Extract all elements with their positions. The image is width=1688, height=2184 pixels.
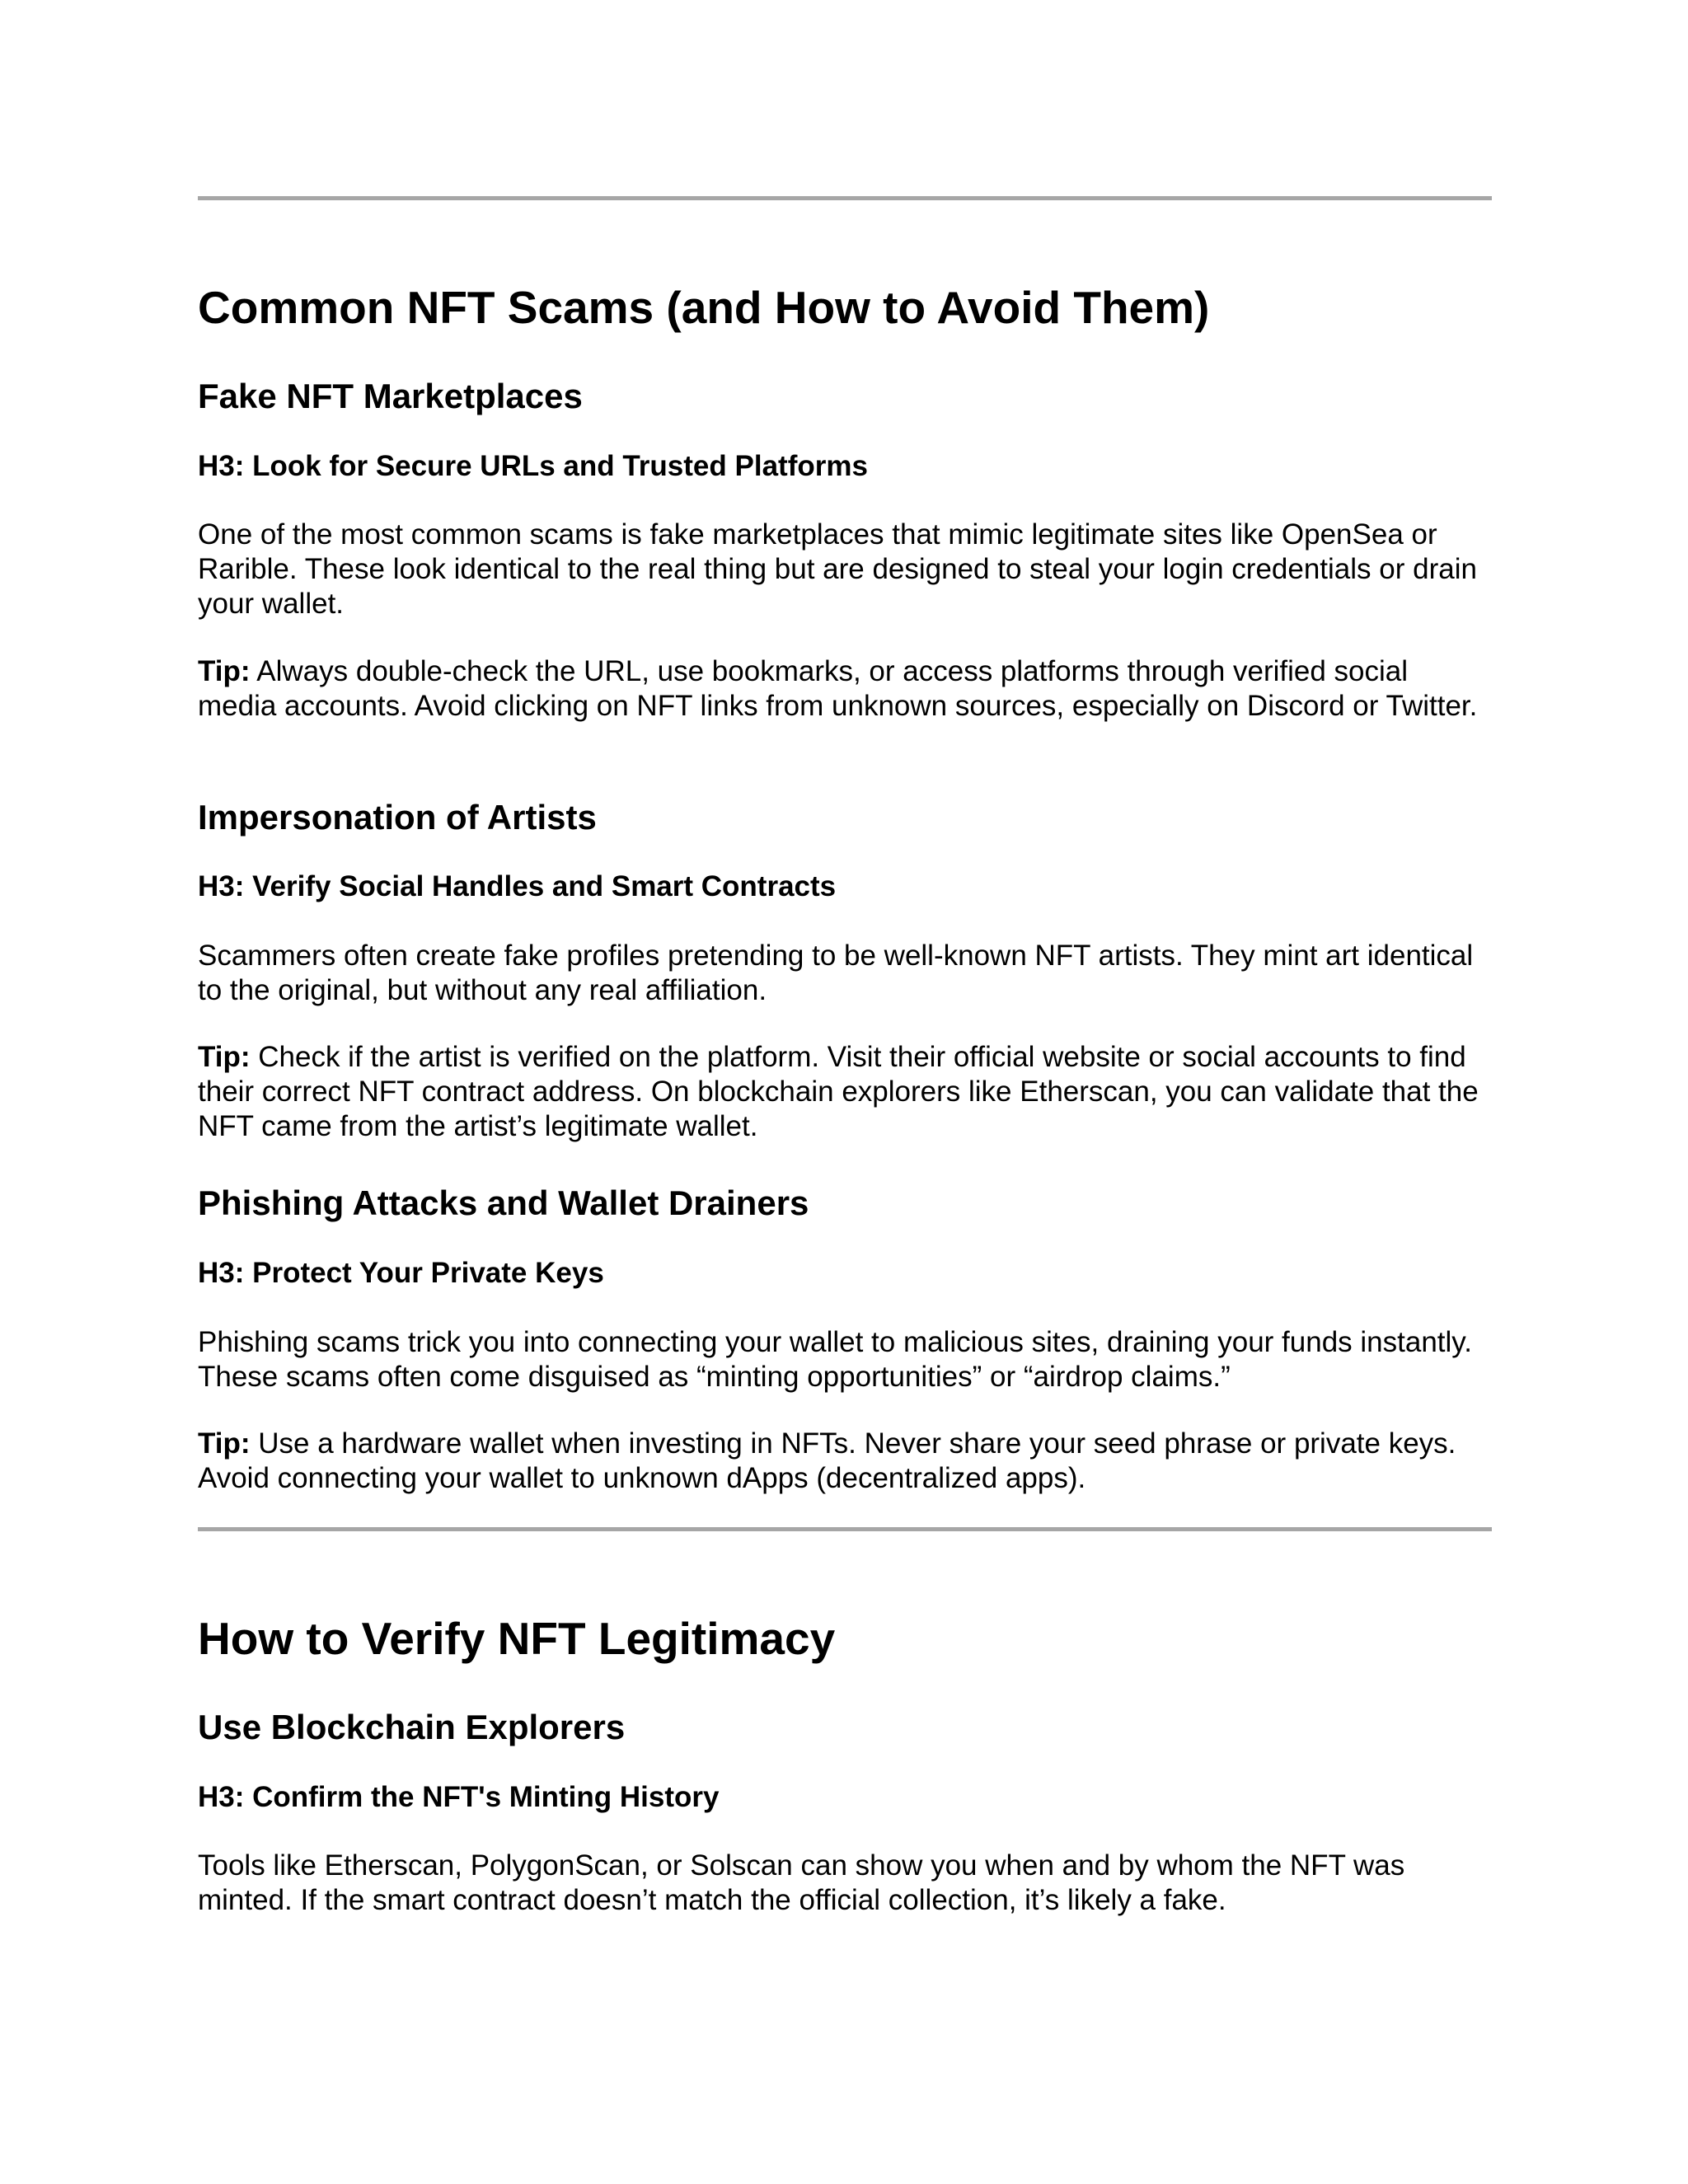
tip-text: Use a hardware wallet when investing in NFTs. Never share your seed phrase or private keys. Avoid connecting your wallet to unknown dApps (decentralized apps). bbox=[198, 1427, 1456, 1494]
subsection-subheading: H3: Confirm the NFT's Minting History bbox=[198, 1781, 720, 1813]
tip-paragraph bbox=[198, 1427, 1492, 1496]
tip-label: Tip: bbox=[198, 1041, 251, 1073]
subsection-heading: Phishing Attacks and Wallet Drainers bbox=[198, 1183, 809, 1222]
subsection-subheading: H3: Verify Social Handles and Smart Contracts bbox=[198, 870, 837, 902]
tip-paragraph bbox=[198, 1040, 1492, 1144]
tip-label: Tip: bbox=[198, 655, 251, 687]
section-title: Common NFT Scams (and How to Avoid Them) bbox=[198, 282, 1210, 333]
section-title: How to Verify NFT Legitimacy bbox=[198, 1613, 836, 1664]
subsection-subheading: H3: Protect Your Private Keys bbox=[198, 1257, 604, 1289]
tip-label: Tip: bbox=[198, 1427, 251, 1460]
subsection-subheading: H3: Look for Secure URLs and Trusted Platforms bbox=[198, 450, 868, 482]
subsection-heading: Use Blockchain Explorers bbox=[198, 1708, 626, 1746]
tip-paragraph bbox=[198, 654, 1492, 724]
tip-text: Always double-check the URL, use bookmarks, or access platforms through verified social media accounts. Avoid clicking on NFT links from unknown sources, especially on Discord or Twitter. bbox=[198, 655, 1478, 722]
body-paragraph: One of the most common scams is fake marketplaces that mimic legitimate sites like OpenSea or Rarible. These look identical to the real thing but are designed to steal your login credentials or drain your wallet. bbox=[198, 518, 1477, 620]
subsection-heading: Impersonation of Artists bbox=[198, 798, 597, 837]
body-paragraph: Tools like Etherscan, PolygonScan, or Solscan can show you when and by whom the NFT was minted. If the smart contract doesn’t match the official collection, it’s likely a fake. bbox=[198, 1849, 1405, 1916]
horizontal-rule bbox=[198, 1527, 1492, 1531]
body-paragraph: Phishing scams trick you into connecting your wallet to malicious sites, draining your funds instantly. These scams often come disguised as “minting opportunities” or “airdrop claims.” bbox=[198, 1326, 1472, 1393]
tip-text: Check if the artist is verified on the platform. Visit their official website or social accounts to find their correct NFT contract address. On blockchain explorers like Etherscan, you can validate that the NFT came from the artist’s legitimate wallet. bbox=[198, 1041, 1479, 1142]
subsection-heading: Fake NFT Marketplaces bbox=[198, 377, 583, 415]
horizontal-rule bbox=[198, 196, 1492, 200]
body-paragraph: Scammers often create fake profiles pretending to be well-known NFT artists. They mint art identical to the original, but without any real affiliation. bbox=[198, 940, 1474, 1006]
